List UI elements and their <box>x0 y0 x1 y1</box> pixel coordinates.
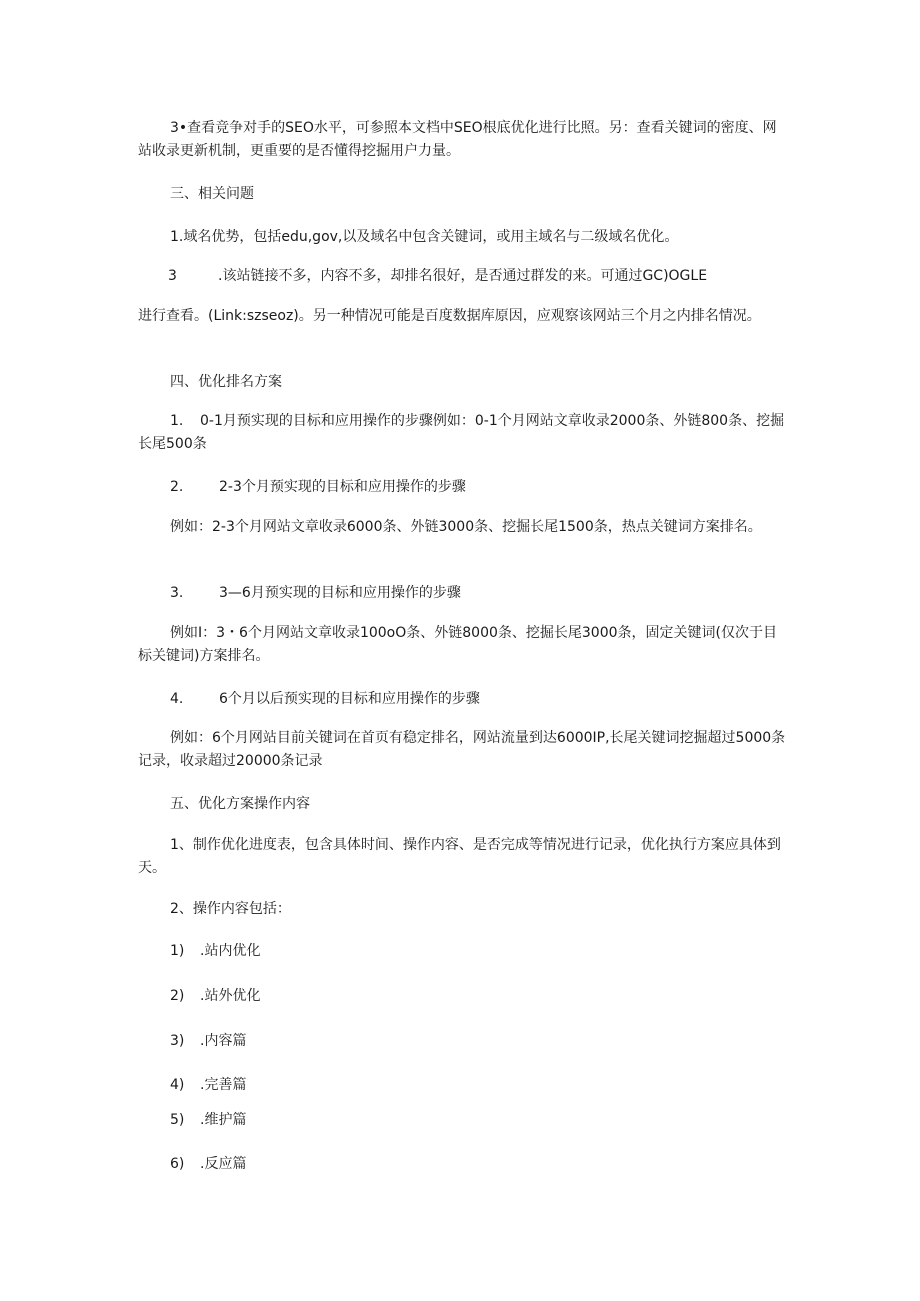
list-item-text: .完善篇 <box>200 1077 247 1093</box>
list-item-number: 4) <box>170 1077 185 1093</box>
list-item-number: 6) <box>170 1156 185 1172</box>
paragraph-domain-advantage: 1.域名优势，包括edu,gov,以及域名中包含关键词，或用主域名与二级域名优化。 <box>170 229 679 245</box>
list-item <box>170 1153 820 1176</box>
section-heading-operation-content: 五、优化方案操作内容 <box>170 796 310 812</box>
plan-step-1 <box>138 410 788 456</box>
item-number: 3 <box>168 268 177 284</box>
list-item <box>170 1074 820 1097</box>
section-heading-related-issues: 三、相关问题 <box>170 186 254 202</box>
list-item <box>170 1109 820 1132</box>
item-text: .该站链接不多，内容不多，却排名很好，是否通过群发的来。可通过GC)OGLE <box>218 268 708 284</box>
list-item <box>170 940 820 963</box>
paragraph-check-link: 进行查看。(Link:szseoz)。另一种情况可能是百度数据库原因，应观察该网站三个月之内排名情况。 <box>138 308 761 324</box>
plan-step-4-example: 例如：6个月网站目前关键词在首页有稳定排名，网站流量到达6000IP,长尾关键词挖掘超过5000条记录，收录超过20000条记录 <box>138 730 786 769</box>
step-text: 0-1月预实现的目标和应用操作的步骤例如：0-1个月网站文章收录2000条、外链800条、挖掘长尾500条 <box>138 413 785 452</box>
list-item-text: .维护篇 <box>200 1112 247 1128</box>
step-text: 3—6月预实现的目标和应用操作的步骤 <box>219 585 461 601</box>
step-text: 2-3个月预实现的目标和应用操作的步骤 <box>219 479 466 495</box>
step-number: 3. <box>170 585 184 601</box>
step-number: 4. <box>170 691 184 707</box>
list-item <box>170 985 820 1008</box>
list-item-number: 2) <box>170 988 185 1004</box>
plan-step-4 <box>170 688 820 711</box>
paragraph-competitor-seo: 3•查看竞争对手的SEO水平，可参照本文档中SEO根底优化进行比照。另：查看关键词的密度、网站收录更新机制，更重要的是否懂得挖掘用户力量。 <box>138 120 777 159</box>
list-item-text: .站内优化 <box>200 943 261 959</box>
step-number: 1. <box>170 413 184 429</box>
plan-step-3 <box>170 582 820 605</box>
step-text: 6个月以后预实现的目标和应用操作的步骤 <box>219 691 480 707</box>
list-item <box>170 1030 820 1053</box>
list-item-number: 5) <box>170 1112 185 1128</box>
section-heading-ranking-plan: 四、优化排名方案 <box>170 374 282 390</box>
list-item-text: .站外优化 <box>200 988 261 1004</box>
list-item-number: 1) <box>170 943 185 959</box>
list-item-text: .反应篇 <box>200 1156 247 1172</box>
step-number: 2. <box>170 479 184 495</box>
list-item-number: 3) <box>170 1033 185 1049</box>
plan-step-2-example: 例如：2-3个月网站文章收录6000条、外链3000条、挖掘长尾1500条，热点关键词方案排名。 <box>170 519 762 535</box>
list-item-text: .内容篇 <box>200 1033 247 1049</box>
plan-step-2 <box>170 476 820 499</box>
paragraph-operation-includes: 2、操作内容包括： <box>170 901 291 917</box>
paragraph-progress-table: 1、制作优化进度表，包含具体时间、操作内容、是否完成等情况进行记录，优化执行方案应具体到天。 <box>138 837 781 876</box>
paragraph-link-question <box>168 265 818 288</box>
plan-step-3-example: 例如I：3・6个月网站文章收录100oO条、外链8000条、挖掘长尾3000条，固定关键词(仅次于目标关键词)方案排名。 <box>138 625 777 664</box>
